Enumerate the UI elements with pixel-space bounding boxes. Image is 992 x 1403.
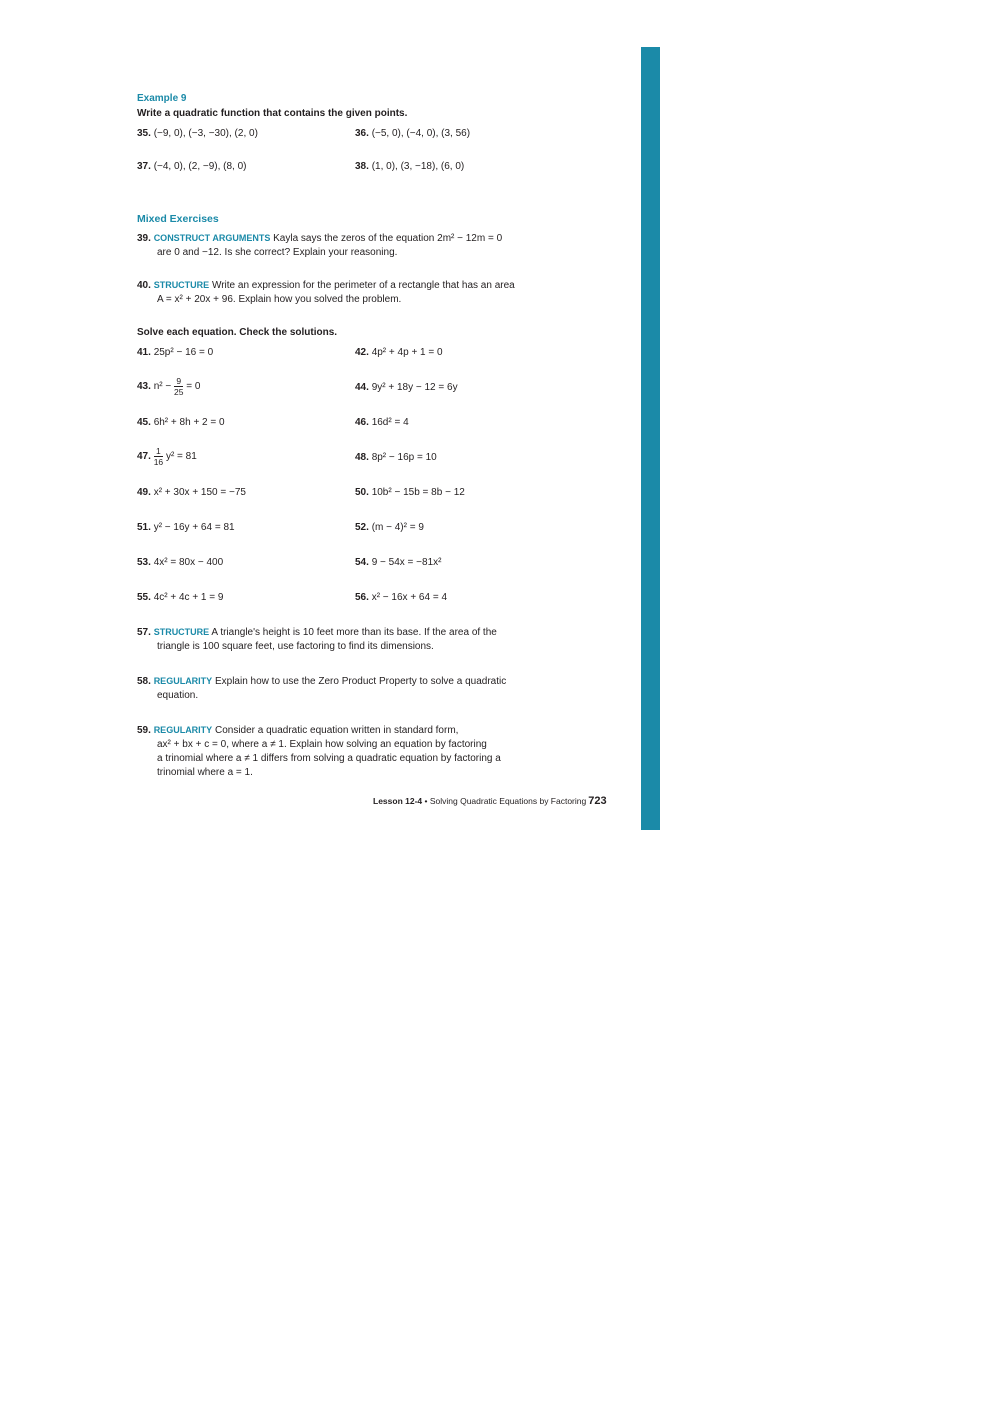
exercise-39-line-2: are 0 and −12. Is she correct? Explain your reasoning. [157,247,398,258]
exercise-58: 58. REGULARITY Explain how to use the Zero Product Property to solve a quadratic [137,676,507,687]
example-instruction: Write a quadratic function that contains the given points. [137,108,408,119]
exercise-49: 49. x² + 30x + 150 = −75 [137,487,246,498]
solve-instruction: Solve each equation. Check the solutions. [137,327,338,338]
exercise-55: 55. 4c² + 4c + 1 = 9 [137,592,224,603]
footer-lesson: Lesson 12-4 [373,796,423,806]
page-footer: Lesson 12-4 • Solving Quadratic Equations by Factoring 723 [373,795,607,807]
exercise-41: 41. 25p² − 16 = 0 [137,347,214,358]
exercise-57: 57. STRUCTURE A triangle's height is 10 feet more than its base. If the area of the [137,627,497,638]
exercise-54: 54. 9 − 54x = −81x² [355,557,442,568]
practice-tag: REGULARITY [153,676,213,686]
exercise-38: 38. (1, 0), (3, −18), (6, 0) [355,161,465,172]
exercise-42: 42. 4p² + 4p + 1 = 0 [355,347,443,358]
page-number: 723 [588,795,607,807]
fraction: $\frac{9}{25}$ [173,376,184,397]
exercise-37: 37. (−4, 0), (2, −9), (8, 0) [137,161,247,172]
fraction: 1 16 [153,446,164,467]
exercise-46: 46. 16d² = 4 [355,417,409,428]
practice-tag: CONSTRUCT ARGUMENTS [153,233,271,243]
exercise-59-line-3: a trinomial where a ≠ 1 differs from solving a quadratic equation by factoring a [157,753,501,764]
exercise-58-line-2: equation. [157,690,199,701]
exercise-53: 53. 4x² = 80x − 400 [137,557,224,568]
exercise-45: 45. 6h² + 8h + 2 = 0 [137,417,225,428]
page-edge-color-bar [641,47,660,830]
mixed-exercises-heading: Mixed Exercises [137,213,219,225]
exercise-48: 48. 8p² − 16p = 10 [355,452,437,463]
exercise-52: 52. (m − 4)² = 9 [355,522,424,533]
exercise-57-line-2: triangle is 100 square feet, use factoring to find its dimensions. [157,641,434,652]
exercise-40-line-2: A = x² + 20x + 96. Explain how you solved the problem. [157,294,402,305]
exercise-43: 43. n² − $\frac{9}{25}$ = 0 [137,376,201,397]
footer-title: Solving Quadratic Equations by Factoring [429,796,587,806]
exercise-44: 44. 9y² + 18y − 12 = 6y [355,382,458,393]
exercise-59-line-4: trinomial where a = 1. [157,767,253,778]
exercise-56: 56. x² − 16x + 64 = 4 [355,592,448,603]
example-label: Example 9 [137,93,187,104]
exercise-47: 47. 1 16 y² = 81 [137,446,197,467]
exercise-36: 36. (−5, 0), (−4, 0), (3, 56) [355,128,471,139]
exercise-59: 59. REGULARITY Consider a quadratic equation written in standard form, [137,725,459,736]
exercise-40: 40. STRUCTURE Write an expression for the perimeter of a rectangle that has an area [137,280,515,291]
practice-tag: STRUCTURE [153,627,210,637]
exercise-51: 51. y² − 16y + 64 = 81 [137,522,235,533]
exercise-35: 35. (−9, 0), (−3, −30), (2, 0) [137,128,258,139]
exercise-59-line-2: ax² + bx + c = 0, where a ≠ 1. Explain how solving an equation by factoring [157,739,487,750]
practice-tag: STRUCTURE [153,280,210,290]
exercise-39: 39. CONSTRUCT ARGUMENTS Kayla says the zeros of the equation 2m² − 12m = 0 [137,233,503,244]
exercise-50: 50. 10b² − 15b = 8b − 12 [355,487,465,498]
practice-tag: REGULARITY [153,725,213,735]
